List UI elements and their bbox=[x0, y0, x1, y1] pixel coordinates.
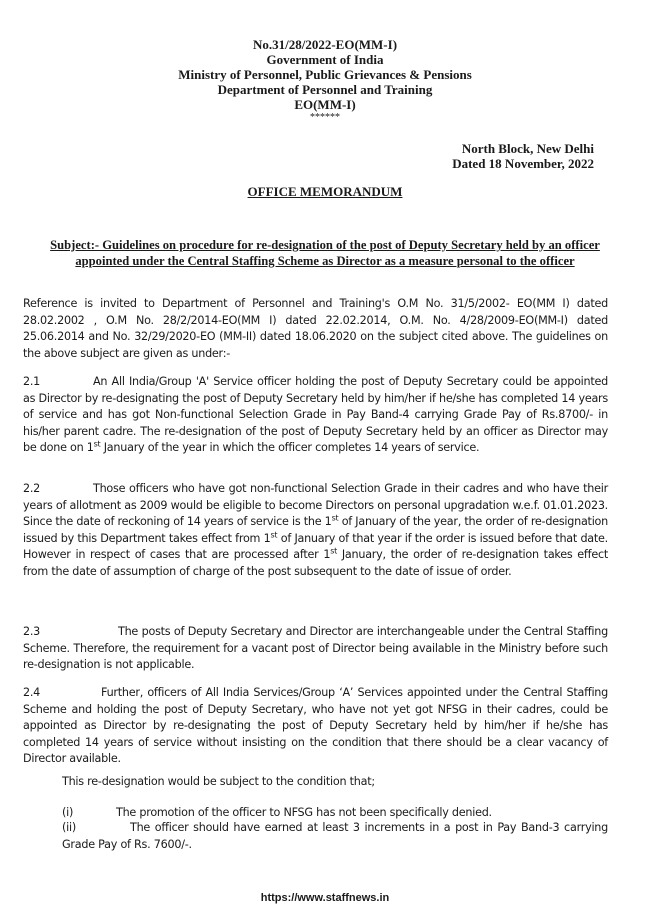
paragraph-2-2: 2.2 Those officers who have got non-functional Selection Grade in their cadres and who have their years of allotment as 2009 would be eligible to become Directors on personal upgradation w.e.f. 01.01.2023. Since the date of reckoning of 14 years of service is the 1st of January of the year, the order of re-designation issued by this Department takes effect from 1st of January of that year if the order is issued before that date. However in respect of cases that are processed after 1st January, the order of re-designation takes effect from the date of assumption of charge of the post subsequent to the date of issue of order. bbox=[23, 482, 608, 578]
file-number: No.31/28/2022-EO(MM-I) bbox=[252, 37, 398, 52]
department-name: Department of Personnel and Training bbox=[217, 82, 433, 97]
page-title: OFFICE MEMORANDUM bbox=[247, 184, 403, 199]
paragraph-number: 2.3 bbox=[23, 625, 41, 638]
paragraph-2-1: 2.1 An All India/Group 'A' Service officer holding the post of Deputy Secretary could be appointed as Director by re-designating the post of Deputy Secretary held by him/her if he/she has completed 14 years of service and has got Non-functional Selection Grade in Pay Band-4 carrying Grade Pay of Rs.8700/- in his/her parent cadre. The re-designation of the post of Deputy Secretary held by an officer as Director may be done on 1st January of the year in which the officer completes 14 years of service. bbox=[23, 375, 608, 455]
condition-item: (ii) The officer should have earned at least 3 increments in a post in Pay Band-3 carrying Grade Pay of Rs. 7600/-. bbox=[62, 821, 608, 851]
condition-item: (i) The promotion of the officer to NFSG has not been specifically denied. bbox=[62, 805, 608, 822]
footer-url: https://www.staffnews.in bbox=[260, 892, 390, 904]
paragraph-number: 2.4 bbox=[23, 686, 41, 699]
ministry-name: Ministry of Personnel, Public Grievances & Pensions bbox=[178, 67, 472, 82]
paragraph-number: 2.2 bbox=[23, 482, 41, 495]
condition-intro: This re-designation would be subject to the condition that; bbox=[62, 775, 375, 788]
reference-paragraph: Reference is invited to Department of Personnel and Training's O.M No. 31/5/2002- EO(MM I) dated 28.02.2002 , O.M No. 28/2/2014-EO(MM I) dated 22.02.2014, O.M. No. 4/28/2009-EO(MM-I) dated 25.06.2014 and No. 32/29/2020-EO (MM-II) dated 18.06.2020 on the subject cited above. The guidelines on the above subject are given as under:- bbox=[23, 297, 608, 360]
paragraph-number: 2.1 bbox=[23, 375, 41, 388]
paragraph-2-3: 2.3 The posts of Deputy Secretary and Director are interchangeable under the Central Staffing Scheme. Therefore, the requirement for a vacant post of Director being available in the Ministry before such re-designation is not applicable. bbox=[23, 625, 608, 672]
condition-number: (i) bbox=[62, 806, 74, 819]
place-line: North Block, New Delhi bbox=[461, 141, 594, 156]
division-name: EO(MM-I) bbox=[294, 97, 356, 112]
paragraph-2-4: 2.4 Further, officers of All India Services/Group ‘A’ Services appointed under the Central Staffing Scheme and holding the post of Deputy Secretary, who have not yet got NFSG in their cadres, could be appointed as Director by re-designating the post of Deputy Secretary held by him/her if he/she has completed 14 years of service without insisting on the condition that there should be a clear vacancy of Director available. bbox=[23, 686, 608, 766]
government-name: Government of India bbox=[266, 52, 384, 67]
subject-line: Subject:- Guidelines on procedure for re-designation of the post of Deputy Secretary held by an officer appointed under the Central Staffing Scheme as Director as a measure personal to the officer bbox=[50, 238, 600, 268]
header-separator: ****** bbox=[310, 112, 340, 123]
condition-number: (ii) bbox=[62, 821, 76, 834]
date-line: Dated 18 November, 2022 bbox=[452, 156, 594, 171]
